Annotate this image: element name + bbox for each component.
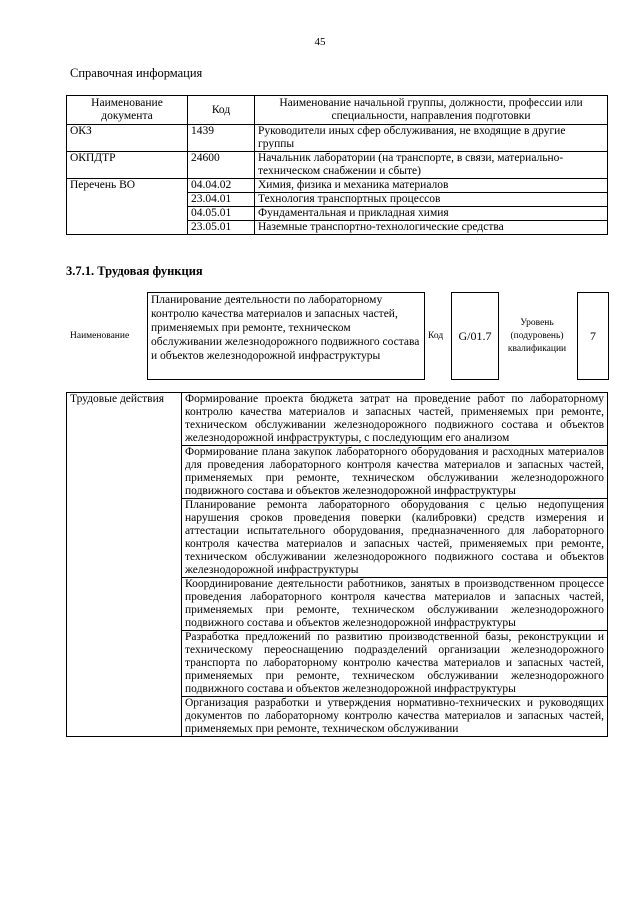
header-document: Наименование документа — [67, 96, 188, 125]
cell-document: Перечень ВО — [67, 179, 188, 235]
cell-name: Технология транспортных процессов — [255, 193, 608, 207]
labor-function-name: Планирование деятельности по лабораторному контролю качества материалов и запасных частей, применяемых при ремонте, техническом обслуживании железнодорожного подвижного состава и объектов железнодорожной инфраструктуры — [147, 292, 425, 380]
labor-action-item: Формирование проекта бюджета затрат на проведение работ по лабораторному контролю качества материалов и запасных частей, применяемых при ремонте, техническом обслуживании железнодорожного подвижного состава и объектов железнодорожной инфраструктуры, с последующим его анализом — [182, 393, 608, 446]
cell-name: Наземные транспортно-технологические средства — [255, 221, 608, 235]
labor-action-item: Планирование ремонта лабораторного оборудования с целью недопущения нарушения сроков проведения поверки (калибровки) средств измерения и аттестации испытательного оборудования, предназначенного для лабораторного контроля качества материалов и запасных частей, применяемых при ремонте, техническом обслуживании железнодорожного подвижного состава и объектов железнодорожной инфраструктуры — [182, 499, 608, 578]
cell-name: Руководители иных сфер обслуживания, не входящие в другие группы — [255, 125, 608, 152]
labor-action-item: Формирование плана закупок лабораторного оборудования и расходных материалов для проведения лабораторного контроля качества материалов и запасных частей, применяемых при ремонте, техническом обслуживании железнодорожного подвижного состава и объектов железнодорожной инфраструктуры — [182, 446, 608, 499]
reference-table — [66, 95, 608, 235]
labor-action-item: Координирование деятельности работников, занятых в производственном процессе проведения лабораторного контроля качества материалов и запасных частей, применяемых при ремонте, техническом обслуживании железнодорожного подвижного состава и объектов железнодорожной инфраструктуры — [182, 578, 608, 631]
reference-header-row — [67, 96, 608, 125]
header-name: Наименование начальной группы, должности, профессии или специальности, направления подготовки — [255, 96, 608, 125]
reference-heading: Справочная информация — [70, 66, 203, 80]
labor-action-item: Разработка предложений по развитию производственной базы, реконструкции и техническому переоснащению подразделений организации железнодорожного транспорта по лабораторному контролю качества материалов и запасных частей, применяемых при ремонте, техническом обслуживании железнодорожного подвижного состава и объектов железнодорожной инфраструктуры — [182, 631, 608, 697]
labor-actions-label: Трудовые действия — [67, 393, 182, 737]
table-row — [67, 179, 608, 193]
table-row — [67, 125, 608, 152]
page-number: 45 — [314, 36, 326, 48]
name-label: Наименование — [70, 331, 130, 341]
cell-document: ОКПДТР — [67, 152, 188, 179]
cell-document: ОКЗ — [67, 125, 188, 152]
cell-code: 23.04.01 — [188, 193, 255, 207]
table-row — [67, 393, 608, 446]
cell-name: Начальник лаборатории (на транспорте, в связи, материально-техническом снабжении и сбыте) — [255, 152, 608, 179]
qualification-level-value: 7 — [577, 292, 609, 380]
labor-action-item: Организация разработки и утверждения нормативно-технических и руководящих документов по лабораторному контролю качества материалов и запасных частей, применяемых при ремонте, техническом обслуживании — [182, 697, 608, 737]
cell-code: 04.05.01 — [188, 207, 255, 221]
cell-code: 1439 — [188, 125, 255, 152]
qualification-level-label: Уровень (подуровень) квалификации — [507, 318, 567, 354]
labor-actions-table — [66, 392, 608, 737]
header-code: Код — [188, 96, 255, 125]
cell-code: 04.04.02 — [188, 179, 255, 193]
labor-function-code: G/01.7 — [451, 292, 499, 380]
cell-name: Химия, физика и механика материалов — [255, 179, 608, 193]
table-row — [67, 152, 608, 179]
cell-name: Фундаментальная и прикладная химия — [255, 207, 608, 221]
cell-code: 24600 — [188, 152, 255, 179]
code-label: Код — [428, 331, 444, 341]
labor-function-heading: 3.7.1. Трудовая функция — [66, 264, 203, 278]
cell-code: 23.05.01 — [188, 221, 255, 235]
